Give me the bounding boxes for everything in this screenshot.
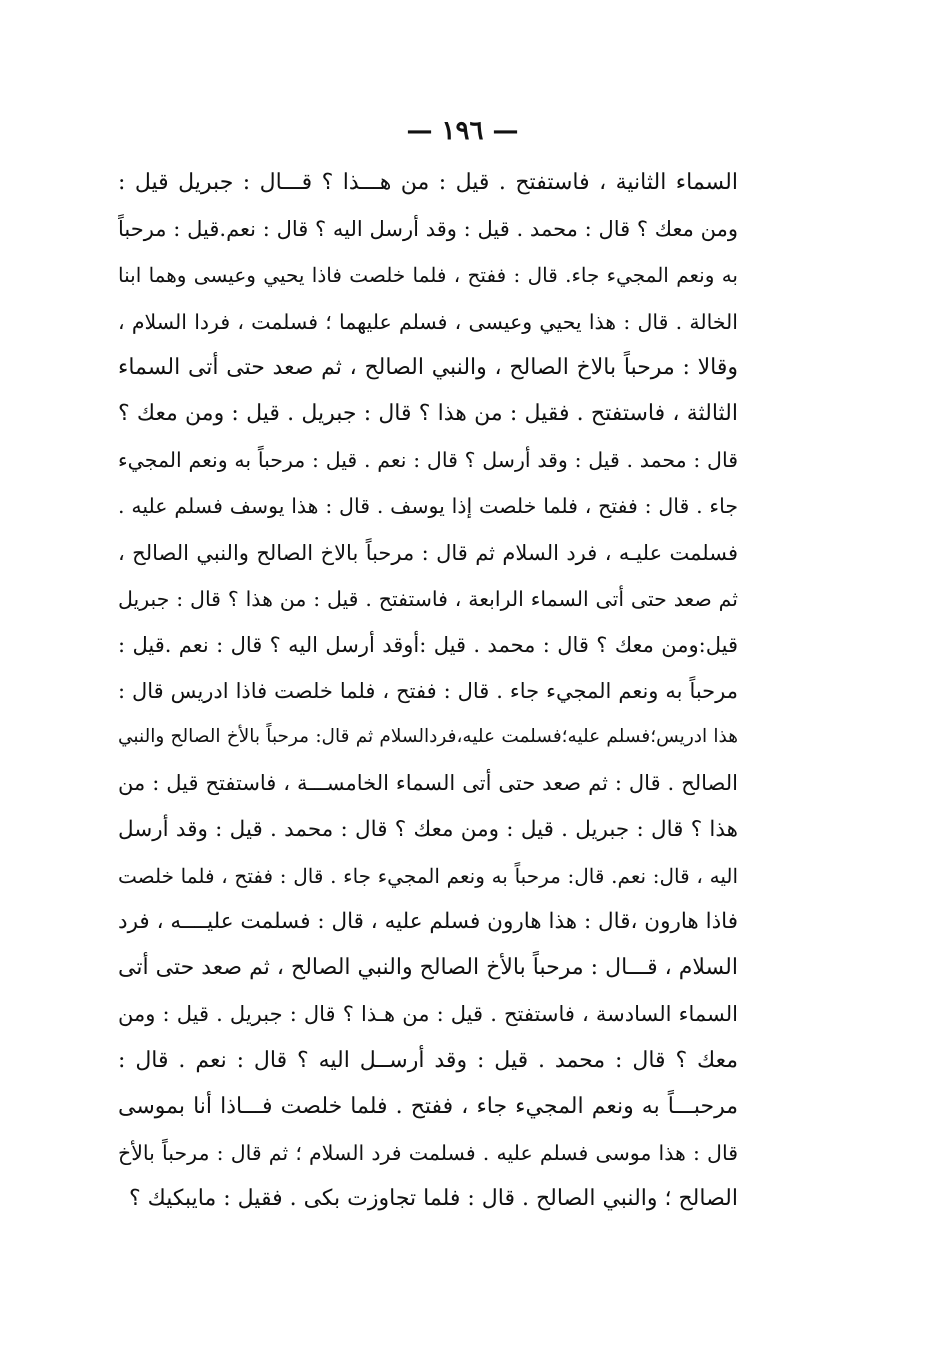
text-line: فسلمت عليـه ، فرد السلام ثم قال : مرحباً بالاخ الصالح والنبي الصالح ،	[118, 540, 738, 565]
text-line: الثالثة ، فاستفتح . فقيل : من هذا ؟ قال : جبريل . قيل : ومن معك ؟	[118, 400, 738, 426]
text-line: به ونعم المجيء جاء. قال : ففتح ، فلما خلصت فاذا يحيي وعيسى وهما ابنا	[118, 263, 738, 288]
text-line: السماء الثانية ، فاستفتح . قيل : من هـــذا ؟ قـــال : جبريل قيل :	[118, 170, 738, 195]
text-line: هذا ادريس؛فسلم عليه؛فسلمت عليه،فردالسلام ثم قال: مرحباً بالأخ الصالح والنبي	[118, 726, 738, 748]
text-line: ثم صعد حتى أتى السماء الرابعة ، فاستفتح . قيل : من هذا ؟ قال : جبريل	[118, 586, 738, 611]
text-line: الخالة . قال : هذا يحيي وعيسى ، فسلم عليهما ؛ فسلمت ، فردا السلام ،	[118, 309, 738, 334]
text-line: جاء . قال : ففتح ، فلما خلصت إذا يوسف . قال : هذا يوسف فسلم عليه .	[118, 494, 738, 519]
text-line: هذا ؟ قال : جبريل . قيل : ومن معك ؟ قال : محمد . قيل : وقد أرسل	[118, 816, 738, 842]
page-number: — ١٩٦ —	[406, 116, 519, 146]
text-line: فاذا هارون ،قال : هذا هارون فسلم عليه ، قال : فسلمت عليــــه ، فرد	[118, 909, 738, 934]
text-line: مرحباً به ونعم المجيء جاء . قال : ففتح ، فلما خلصت فاذا ادريس قال :	[118, 679, 738, 704]
text-line: الصالح . قال : ثم صعد حتى أتى السماء الخامســـة ، فاستفتح قيل : من	[118, 771, 738, 796]
text-line: قال : محمد . قيل : وقد أرسل ؟ قال : نعم . قيل : مرحباً به ونعم المجيء	[118, 448, 738, 473]
text-line: مرحبـــاً به ونعم المجيء جاء ، ففتح . فلما خلصت فـــاذا أنا بموسى	[118, 1093, 738, 1119]
text-line: السماء السادسة ، فاستفتح . قيل : من هـذا ؟ قال : جبريل . قيل : ومن	[118, 1002, 738, 1027]
text-line: السلام ، قـــال : مرحباً بالأخ الصالح والنبي الصالح ، ثم صعد حتى أتى	[118, 955, 738, 981]
text-line: وقالا : مرحباً بالاخ الصالح ، والنبي الصالح ، ثم صعد حتى أتى السماء	[118, 354, 738, 380]
text-line: ومن معك ؟ قال : محمد . قيل : وقد أرسل اليه ؟ قال : نعم.قيل : مرحباً	[118, 217, 738, 242]
text-line: الصالح ؛ والنبي الصالح . قال : فلما تجاوزت بكى . فقيل : مايبكيك ؟	[129, 1186, 738, 1212]
text-line: قيل:ومن معك ؟ قال : محمد . قيل :أوقد أرسل اليه ؟ قال : نعم .قيل :	[118, 632, 738, 657]
body-text	[118, 160, 738, 1222]
text-line: قال : هذا موسى فسلم عليه . فسلمت فرد السلام ؛ ثم قال : مرحباً بالأخ	[118, 1140, 738, 1165]
text-line: اليه ، قال: نعم. قال: مرحباً به ونعم المجيء جاء . قال : ففتح ، فلما خلصت	[118, 863, 738, 888]
text-line: معك ؟ قال : محمد . قيل : وقد أرســل اليه ؟ قال : نعم . قال :	[118, 1047, 738, 1073]
